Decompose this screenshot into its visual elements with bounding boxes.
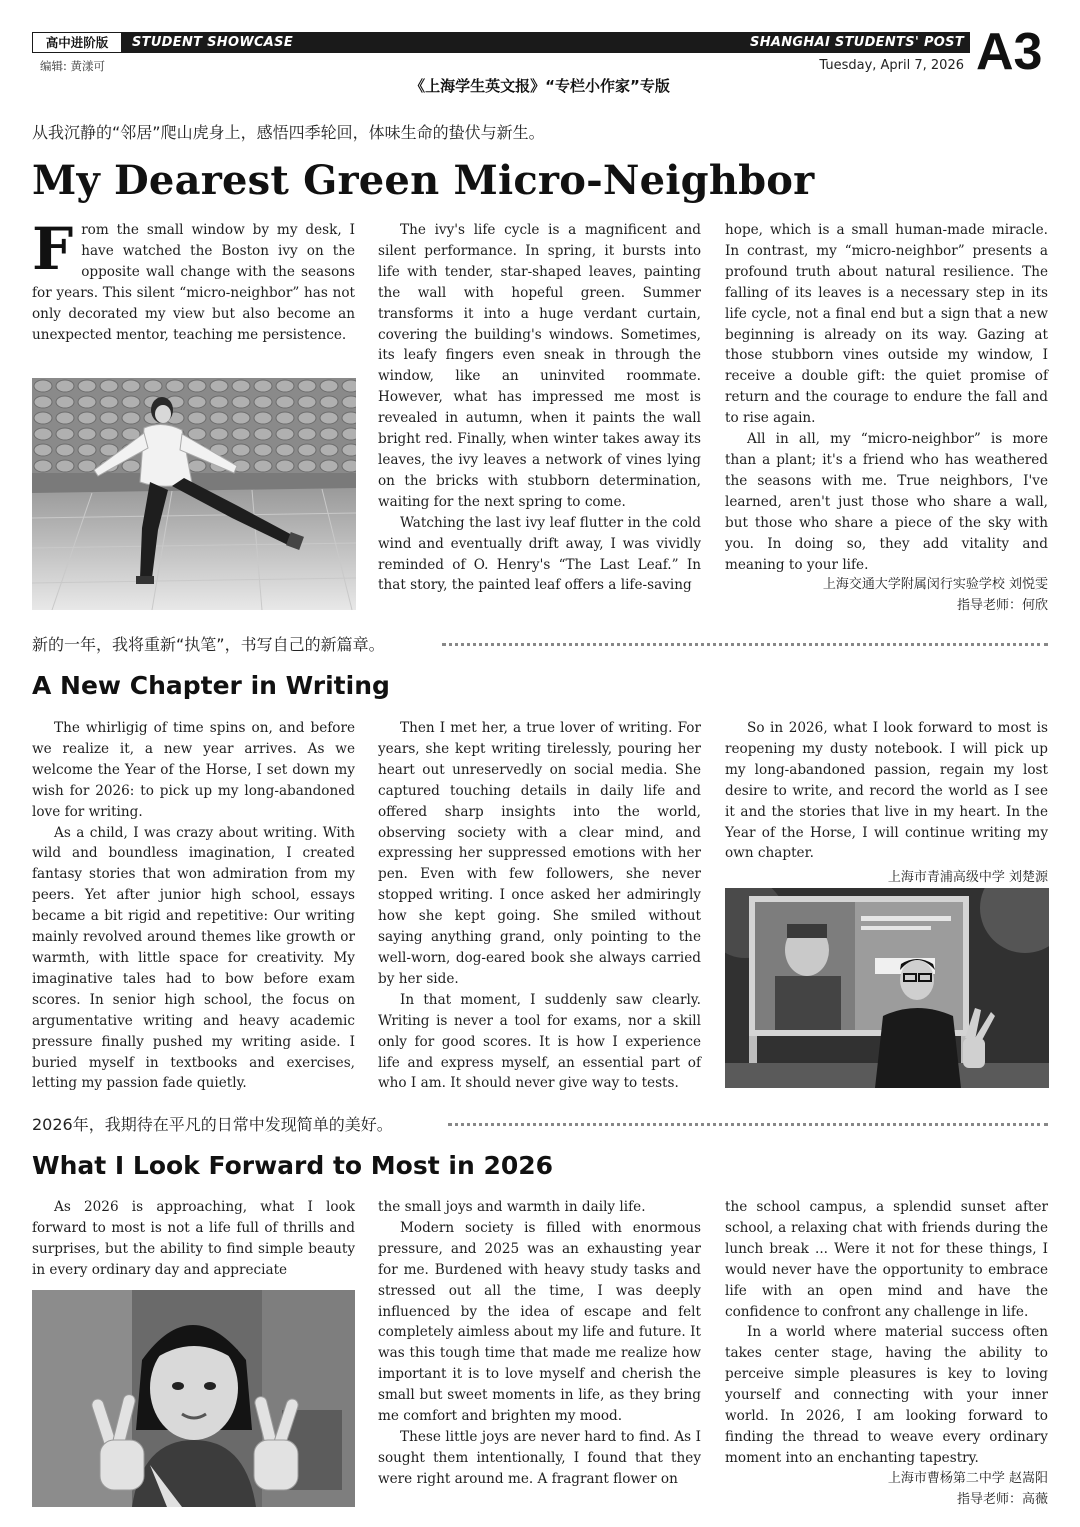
editor-credit: 编辑: 黄漾可 bbox=[40, 59, 106, 73]
article2-paragraph-1: The whirligig of time spins on, and before we realize it, a new year arrives. As we welcome the Year of the Horse, I set down my wish for 2026: to pick up my long-abandoned love for writing. bbox=[32, 720, 355, 820]
drop-cap: F bbox=[32, 215, 74, 283]
article1-paragraph-1: From the small window by my desk, I have watched the Boston ivy on the opposite wall change with the seasons for years. This silent “micro-neighbor” has not only decorated my view but also become an unexpected mentor, teaching me persistence. bbox=[32, 215, 355, 343]
article2-column-1 bbox=[32, 718, 355, 1094]
article3-paragraph-4: In a world where material success often takes center stage, having the ability to perceive simple pleasures is key to loving yourself and connecting with your inner world. In 2026, I am looking forward to finding the thread to weave every ordinary moment into an enchanting tapestry. bbox=[725, 1324, 1048, 1466]
article2-photo-boy-with-poster bbox=[725, 888, 1049, 1088]
article1-author: 上海交通大学附属闵行实验学校 刘悦雯 bbox=[822, 577, 1048, 593]
page-number: A3 bbox=[976, 23, 1043, 81]
issue-date: Tuesday, April 7, 2026 bbox=[819, 58, 964, 73]
article2-title: A New Chapter in Writing bbox=[32, 671, 390, 700]
article3-title: What I Look Forward to Most in 2026 bbox=[32, 1151, 554, 1180]
article1-paragraph-4: All in all, my “micro-neighbor” is more than a plant; it's a friend who has weathered the seasons with me. True neighbors, I've learned, aren't just those who share a wall, but those who share a piece of the sky with you. In doing so, they add vitality and meaning to your life. bbox=[725, 431, 1048, 573]
article3-column-1 bbox=[32, 1197, 355, 1281]
article2-intro: 新的一年，我将重新“执笔”，书写自己的新篇章。 bbox=[32, 635, 385, 654]
article2-column-2 bbox=[378, 718, 701, 1094]
article1-teacher: 指导老师：何欣 bbox=[956, 598, 1048, 614]
photo-boy-poster-image bbox=[725, 888, 1049, 1088]
article1-title: My Dearest Green Micro-Neighbor bbox=[32, 157, 815, 204]
column-title: 《上海学生英文报》“专栏小作家”专版 bbox=[410, 77, 670, 95]
article3-paragraph-1a: As 2026 is approaching, what I look forward to most is not a life full of thrills and surprises, but the ability to find simple beauty in every ordinary day and appreciate bbox=[32, 1199, 355, 1278]
article3-paragraph-1b: the small joys and warmth in daily life. bbox=[378, 1199, 646, 1215]
section-label: STUDENT SHOWCASE bbox=[132, 35, 294, 50]
article1-column-3 bbox=[725, 220, 1048, 617]
article1-photo-girl-dancing bbox=[32, 378, 356, 610]
article3-author: 上海市曹杨第二中学 赵嵩阳 bbox=[887, 1470, 1048, 1486]
article1-intro: 从我沉静的“邻居”爬山虎身上，感悟四季轮回，体味生命的蛰伏与新生。 bbox=[32, 123, 545, 142]
article1-paragraph-2: The ivy's life cycle is a magnificent and silent performance. In spring, it bursts into life with tender, star-shaped leaves, painting the wall with hopeful green. Summer transforms it into a huge verdant curtain, covering the building's windows. Sometimes, its leafy fingers even sneak in through the window, like an uninvited roommate. However, what has impressed me most is revealed in autumn, when it paints the wall bright red. Finally, when winter takes away its leaves, the ivy leaves a network of vines lying on the bricks with stubborn determination, waiting for the next spring to come. bbox=[378, 222, 701, 510]
article3-teacher: 指导老师：高薇 bbox=[956, 1491, 1048, 1507]
article3-dotted-rule bbox=[448, 1123, 1048, 1126]
article2-author: 上海市青浦高级中学 刘楚源 bbox=[887, 870, 1048, 886]
article2-paragraph-2: As a child, I was crazy about writing. With wild and boundless imagination, I created fantasy stories that won admiration from my peers. Yet after junior high school, essays became a bit rigid and repetitive: Our writing mainly revolved around themes like growth or warmth, with little space for creativity. My imaginative tales had to bow before exam scores. In senior high school, the focus on argumentative writing and heavy academic pressure finally pushed my writing aside. I buried myself in textbooks and exercises, letting my passion fade quietly. bbox=[32, 824, 355, 1092]
article1-column-1 bbox=[32, 215, 355, 345]
article2-dotted-rule bbox=[442, 643, 1048, 646]
article2-paragraph-5: So in 2026, what I look forward to most is reopening my dusty notebook. I will pick up my long-abandoned passion, regain my lost desire to write, and record the world as I see it and the stories that live in my heart. In the Year of the Horse, I will continue writing my own chapter. bbox=[725, 720, 1048, 862]
article3-intro: 2026年，我期待在平凡的日常中发现简单的美好。 bbox=[32, 1115, 393, 1134]
article1-paragraph-3b: hope, which is a small human-made miracle. In contrast, my “micro-neighbor” presents a profound truth about natural resilience. The falling of its leaves is a necessary step in its life cycle, not a final end but a sign that a new beginning is already on its way. Gazing at those stubborn vines outside my window, I receive a double gift: the quiet promise of return and the courage to endure the fall and to rise again. bbox=[725, 222, 1048, 427]
paper-name: SHANGHAI STUDENTS' POST bbox=[750, 35, 964, 50]
article3-column-3 bbox=[725, 1197, 1048, 1511]
article3-column-2 bbox=[378, 1197, 701, 1490]
article2-paragraph-3: Then I met her, a true lover of writing. For years, she kept writing tirelessly, pouring her heart out unreservedly on social media. She captured touching details in daily life and offered sharp insights into the world, observing society with a clear mind, and expressing her suppressed emotions with her pen. Even with few followers, she never stopped writing. I once asked her admiringly how she kept going. She smiled without saying anything grand, only pointing to the well-worn, dog-eared book she always carried by her side. bbox=[378, 720, 701, 987]
article3-paragraph-3a: These little joys are never hard to find. As I sought them intentionally, I found that they were right around me. A fragrant flower on bbox=[378, 1428, 701, 1487]
article3-photo-girl-peace-sign bbox=[32, 1290, 355, 1507]
edition-label: 高中进阶版 bbox=[32, 32, 122, 53]
article2-paragraph-4: In that moment, I suddenly saw clearly. Writing is never a tool for exams, nor a skill only for good scores. It is how I experience life and express myself, an essential part of who I am. It should never give way to tests. bbox=[378, 991, 701, 1092]
article1-column-2 bbox=[378, 220, 701, 596]
photo-girl-dancing-image bbox=[32, 378, 356, 610]
article2-column-3 bbox=[725, 718, 1048, 889]
article3-paragraph-3b: the school campus, a splendid sunset after school, a relaxing chat with friends during the lunch break ... Were it not for these things, I would never have the opportunity to embrace life with an open mind and have the confidence to confront any challenge in life. bbox=[725, 1199, 1048, 1320]
article1-paragraph-3a: Watching the last ivy leaf flutter in the cold wind and eventually drift away, I was vividly reminded of O. Henry's “The Last Leaf.” In that story, the painted leaf offers a life-saving bbox=[378, 514, 701, 594]
article3-paragraph-2: Modern society is filled with enormous pressure, and 2025 was an exhausting year for me. Burdened with heavy study tasks and stressed out all the time, I was deeply influenced by the idea of escape and felt completely aimless about my life and future. It was this tough time that made me realize how important it is to love myself and cherish the small but sweet moments in life, as they bring me comfort and brighten my mood. bbox=[378, 1219, 701, 1425]
photo-girl-peace-image bbox=[32, 1290, 355, 1507]
